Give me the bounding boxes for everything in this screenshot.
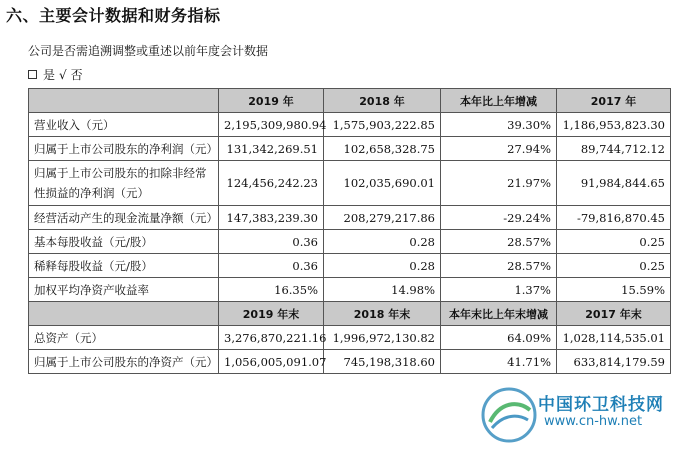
table-cell: 1,575,903,222.85 [324, 113, 441, 137]
table-cell: 0.25 [557, 230, 671, 254]
table-cell: 91,984,844.65 [557, 161, 671, 206]
header-cell: 2019 年 [219, 89, 324, 113]
row-label: 归属于上市公司股东的净资产（元） [29, 350, 219, 374]
table-cell: 208,279,217.86 [324, 206, 441, 230]
row-label: 归属于上市公司股东的净利润（元） [29, 137, 219, 161]
table-row [29, 350, 671, 374]
row-label: 基本每股收益（元/股） [29, 230, 219, 254]
header-cell: 2018 年 [324, 89, 441, 113]
table-cell: 16.35% [219, 278, 324, 302]
table-cell: 64.09% [441, 326, 557, 350]
row-label: 营业收入（元） [29, 113, 219, 137]
table-row [29, 278, 671, 302]
table-cell: 27.94% [441, 137, 557, 161]
header-cell: 2019 年末 [219, 302, 324, 326]
table-cell: 21.97% [441, 161, 557, 206]
table-row [29, 230, 671, 254]
table-cell: 0.36 [219, 230, 324, 254]
check-mark-icon: √ [59, 67, 67, 82]
header-cell [29, 302, 219, 326]
table-cell: 89,744,712.12 [557, 137, 671, 161]
table-cell: 147,383,239.30 [219, 206, 324, 230]
table-cell: 0.28 [324, 230, 441, 254]
table-cell: 131,342,269.51 [219, 137, 324, 161]
header-cell [29, 89, 219, 113]
table-cell: 124,456,242.23 [219, 161, 324, 206]
restatement-choice [28, 66, 83, 83]
table-row [29, 137, 671, 161]
row-label: 稀释每股收益（元/股） [29, 254, 219, 278]
table-row [29, 254, 671, 278]
table-cell: 14.98% [324, 278, 441, 302]
table-cell: 102,658,328.75 [324, 137, 441, 161]
table-row [29, 161, 671, 206]
watermark-logo-icon [478, 384, 540, 446]
row-label: 归属于上市公司股东的扣除非经常性损益的净利润（元） [29, 161, 219, 206]
no-label: 否 [70, 68, 83, 82]
header-cell: 2017 年 [557, 89, 671, 113]
table-row [29, 206, 671, 230]
table-cell: -29.24% [441, 206, 557, 230]
table-cell: -79,816,870.45 [557, 206, 671, 230]
table-cell: 1.37% [441, 278, 557, 302]
header-cell: 2018 年末 [324, 302, 441, 326]
watermark-url: www.cn-hw.net [544, 414, 643, 429]
table-cell: 2,195,309,980.94 [219, 113, 324, 137]
checkbox-empty-icon [28, 70, 37, 79]
table-cell: 0.36 [219, 254, 324, 278]
row-label: 经营活动产生的现金流量净额（元） [29, 206, 219, 230]
restatement-question: 公司是否需追溯调整或重述以前年度会计数据 [28, 44, 269, 58]
table-row [29, 326, 671, 350]
table-cell: 15.59% [557, 278, 671, 302]
watermark [478, 382, 678, 448]
table-cell: 1,186,953,823.30 [557, 113, 671, 137]
table-cell: 28.57% [441, 230, 557, 254]
table-cell: 102,035,690.01 [324, 161, 441, 206]
table-header-row [29, 302, 671, 326]
header-cell: 2017 年末 [557, 302, 671, 326]
table-cell: 0.25 [557, 254, 671, 278]
table-cell: 745,198,318.60 [324, 350, 441, 374]
financial-data-table [28, 88, 671, 374]
table-cell: 1,028,114,535.01 [557, 326, 671, 350]
header-cell: 本年比上年增减 [441, 89, 557, 113]
watermark-text: 中国环卫科技网 [538, 395, 664, 415]
table-cell: 3,276,870,221.16 [219, 326, 324, 350]
section-heading: 六、主要会计数据和财务指标 [6, 6, 221, 25]
header-cell: 本年末比上年末增减 [441, 302, 557, 326]
table-cell: 633,814,179.59 [557, 350, 671, 374]
table-cell: 39.30% [441, 113, 557, 137]
row-label: 总资产（元） [29, 326, 219, 350]
table-cell: 1,996,972,130.82 [324, 326, 441, 350]
table-cell: 0.28 [324, 254, 441, 278]
table-cell: 1,056,005,091.07 [219, 350, 324, 374]
table-cell: 41.71% [441, 350, 557, 374]
table-cell: 28.57% [441, 254, 557, 278]
table-row [29, 113, 671, 137]
yes-label: 是 [43, 68, 56, 82]
table-header-row [29, 89, 671, 113]
row-label: 加权平均净资产收益率 [29, 278, 219, 302]
